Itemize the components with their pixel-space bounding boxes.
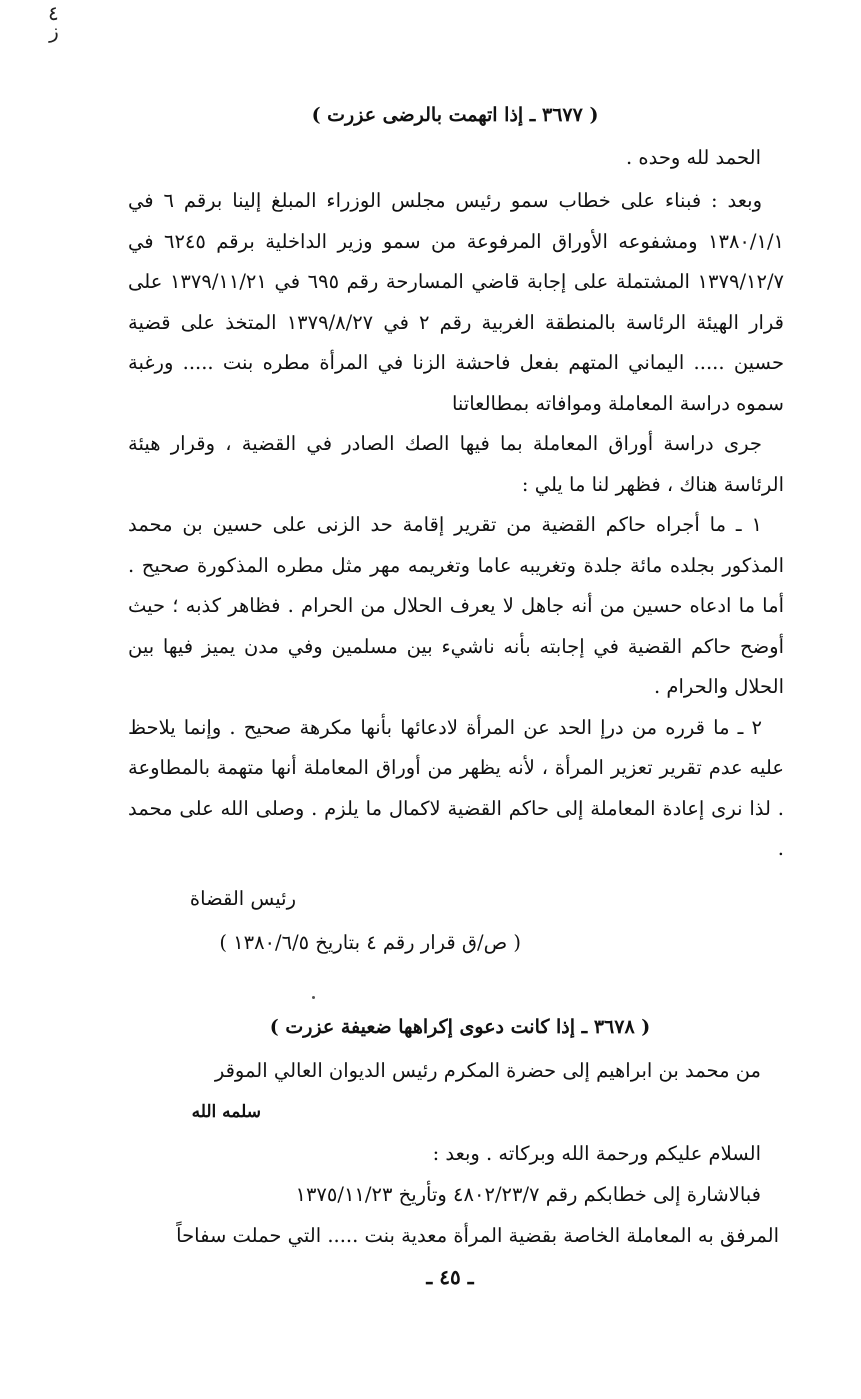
letter-body-line-2: المرفق به المعاملة الخاصة بقضية المرأة معدية بنت ..... التي حملت سفاحاً [176, 1224, 779, 1247]
letter-body-line-1: فبالاشارة إلى خطابكم رقم ٤٨٠٢/٢٣/٧ وتأريخ ١٣٧٥/١١/٢٣ [295, 1183, 761, 1206]
paragraph-3: ١ ـ ما أجراه حاكم القضية من تقرير إقامة حد الزنى على حسين بن محمد المذكور بجلده مائة جلدة وتغريبه عاما وتغريمه مهر مثل مطره المذكورة صحيح . أما ما ادعاه حسين من أنه جاهل لا يعرف الحلال من الحرام . فظاهر كذبه ؛ حيث أوضح حاكم القضية في إجابته بأنه ناشيء بين مسلمين وفي مدن يميز فيها بين الحلال والحرام . [128, 513, 784, 698]
paragraph-4: ٢ ـ ما قرره من درإ الحد عن المرأة لادعائها بأنها مكرهة صحيح . وإنما يلاحظ عليه عدم تقرير تعزير المرأة ، لأنه يظهر من أوراق المعاملة أنها متهمة بالمطاوعة . لذا نرى إعادة المعاملة إلى حاكم القضية لاكمال ما يلزم . وصلى الله على محمد . [128, 715, 784, 860]
decision-reference: ( ص/ق قرار رقم ٤ بتاريخ ١٣٨٠/٦/٥ ) [219, 931, 521, 954]
letter-from-line: من محمد بن ابراهيم إلى حضرة المكرم رئيس الديوان العالي الموقر [214, 1059, 761, 1082]
paragraph-2: جرى دراسة أوراق المعاملة بما فيها الصك الصادر في القضية ، وقرار هيئة الرئاسة هناك ، فظهر لنا ما يلي : [128, 432, 784, 496]
letter-blessing: سلمه الله [191, 1102, 261, 1122]
corner-mark: ٤ ز [48, 1, 59, 43]
ink-speck [312, 996, 315, 999]
paragraph-1: وبعد : فبناء على خطاب سمو رئيس مجلس الوزراء المبلغ إلينا برقم ٦ في ١٣٨٠/١/١ ومشفوعه الأوراق المرفوعة من سمو وزير الداخلية برقم ٦٢٤٥ في ١٣٧٩/١٢/٧ المشتملة على إجابة قاضي المسارحة رقم ٦٩٥ في ١٣٧٩/١١/٢١ على قرار الهيئة الرئاسة بالمنطقة الغربية رقم ٢ في ١٣٧٩/٨/٢٧ المتخذ على قضية حسين ..... اليماني المتهم بفعل فاحشة الزنا في المرأة مطره بنت ..... ورغبة سموه دراسة المعاملة وموافاته بمطالعاتنا [128, 189, 785, 415]
opening-line: الحمد لله وحده . [625, 146, 761, 169]
section-2-heading: ( ٣٦٧٨ ـ إذا كانت دعوى إكراهها ضعيفة عزرت ) [269, 1016, 651, 1038]
section-1-body [128, 181, 784, 870]
letter-greeting: السلام عليكم ورحمة الله وبركاته . وبعد : [432, 1142, 761, 1165]
section-1-heading: ( ٣٦٧٧ ـ إذا اتهمت بالرضى عزرت ) [311, 104, 599, 126]
signature-title: رئيس القضاة [189, 887, 296, 910]
page-number: ـ ٤٥ ـ [426, 1265, 474, 1289]
